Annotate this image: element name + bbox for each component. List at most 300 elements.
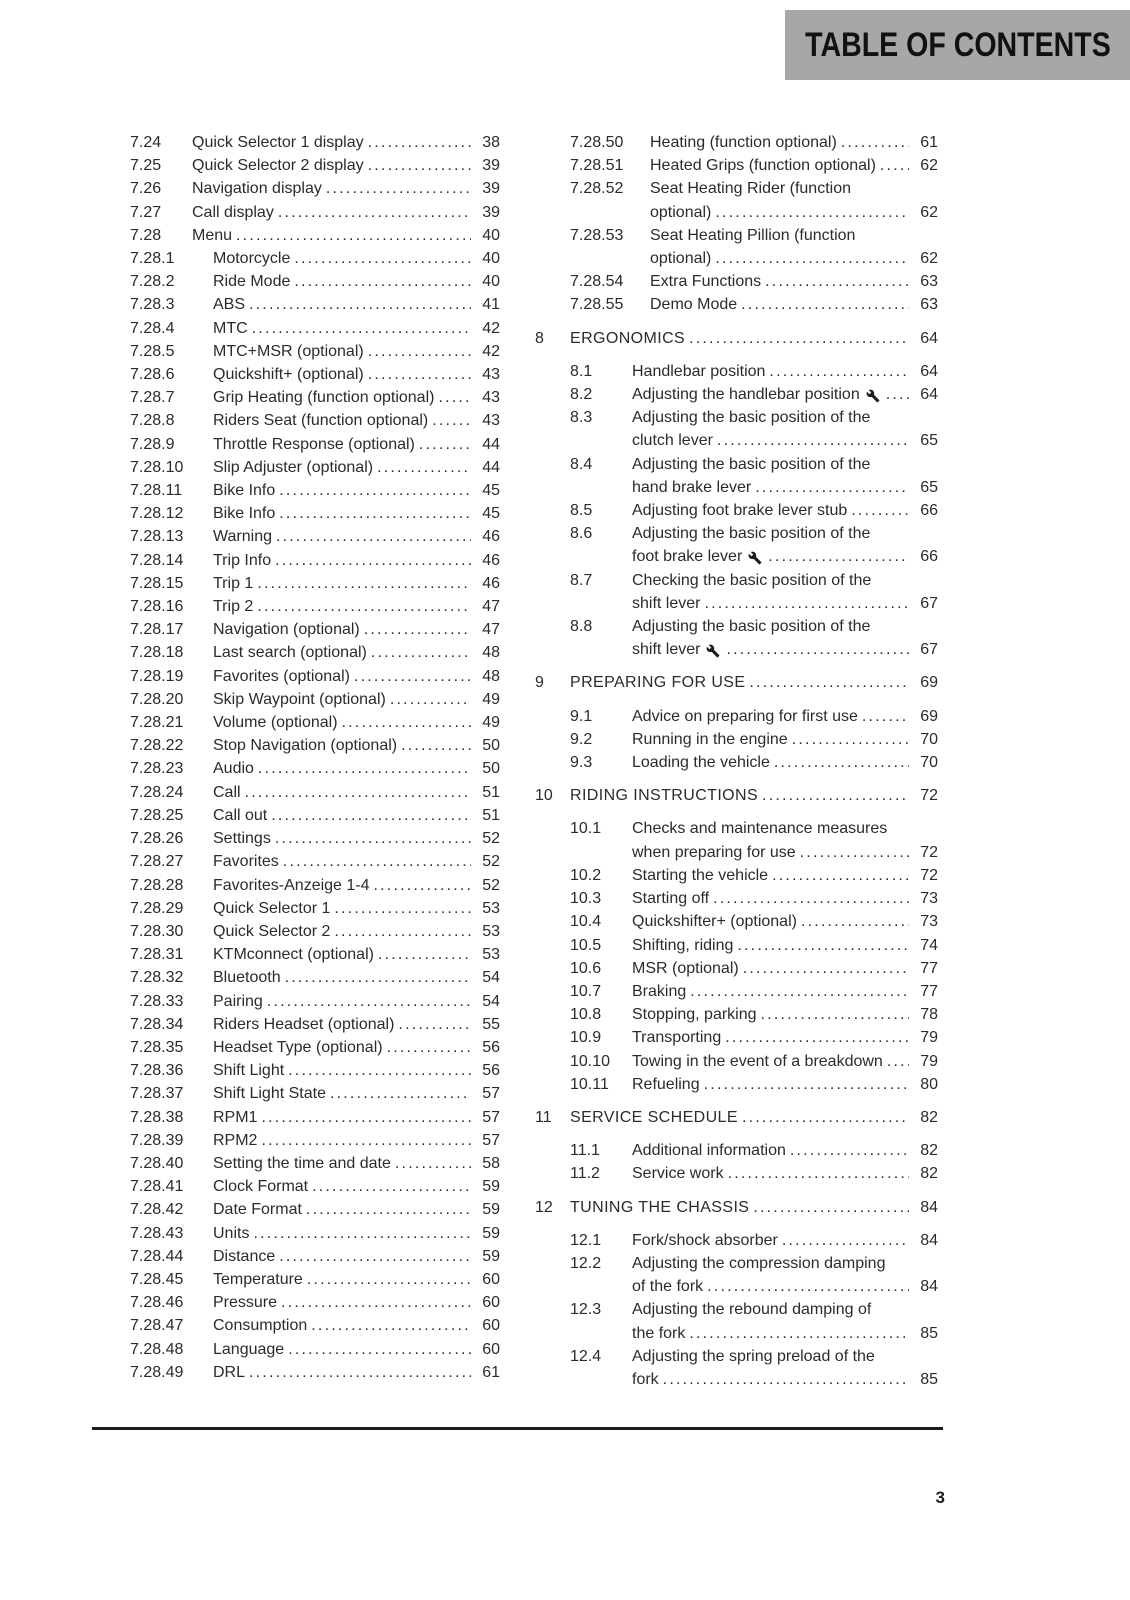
toc-entry-page: 73 xyxy=(920,890,938,908)
toc-entry-body xyxy=(632,383,938,406)
toc-entry-7.28.30 xyxy=(130,920,500,943)
toc-entry-number: 10 xyxy=(535,787,553,805)
toc-entry-number: 7.28.48 xyxy=(130,1340,184,1358)
toc-entry-number: 7.28.6 xyxy=(130,366,175,384)
toc-entry-title: Additional information xyxy=(632,1142,786,1160)
toc-entry-last-line xyxy=(650,293,938,316)
toc-entry-number: 7.28.1 xyxy=(130,250,175,268)
toc-entry-11.1 xyxy=(570,1139,938,1162)
toc-entry-title: Pairing xyxy=(213,992,263,1010)
toc-entry-title: Advice on preparing for first use xyxy=(632,707,858,725)
toc-entry-number: 7.28.39 xyxy=(130,1131,184,1149)
toc-entry-last-line xyxy=(632,638,938,661)
toc-entry-last-line xyxy=(632,1073,938,1096)
dot-leader xyxy=(261,1129,471,1152)
toc-entry-number: 7.28.34 xyxy=(130,1015,184,1033)
toc-entry-title: Shifting, riding xyxy=(632,936,734,954)
toc-entry-7.28.19 xyxy=(130,665,500,688)
toc-entry-number: 12 xyxy=(535,1198,553,1216)
toc-entry-title: Trip 1 xyxy=(213,574,254,592)
toc-entry-body xyxy=(213,293,500,316)
toc-entry-page: 43 xyxy=(482,389,500,407)
toc-entry-7.28.33 xyxy=(130,990,500,1013)
toc-entry-title: Transporting xyxy=(632,1029,722,1047)
toc-entry-10.4 xyxy=(570,910,938,933)
toc-entry-title: Quick Selector 1 xyxy=(213,899,331,917)
toc-entry-number: 8 xyxy=(535,329,544,347)
toc-entry-body xyxy=(213,943,500,966)
toc-entry-number: 10.10 xyxy=(570,1052,611,1070)
toc-entry-page: 82 xyxy=(920,1108,938,1126)
toc-entry-body xyxy=(632,728,938,751)
toc-entry-last-line xyxy=(213,479,500,502)
toc-entry-number: 7.28.13 xyxy=(130,528,184,546)
toc-entry-last-line xyxy=(213,549,500,572)
toc-entry-last-line xyxy=(213,827,500,850)
toc-entry-body xyxy=(570,1196,938,1219)
dot-leader xyxy=(762,784,909,807)
toc-entry-7.28.45 xyxy=(130,1268,500,1291)
toc-entry-7.28.37 xyxy=(130,1082,500,1105)
toc-entry-body xyxy=(213,1106,500,1129)
toc-entry-page: 55 xyxy=(482,1015,500,1033)
toc-entry-12.2 xyxy=(570,1252,938,1298)
dot-leader xyxy=(886,383,909,406)
toc-entry-10.9 xyxy=(570,1026,938,1049)
toc-entry-page: 52 xyxy=(482,876,500,894)
toc-entry-title-line: Adjusting the basic position of the xyxy=(632,618,871,636)
dot-leader xyxy=(307,1268,471,1291)
toc-entry-body xyxy=(213,1314,500,1337)
toc-entry-body xyxy=(213,595,500,618)
dot-leader xyxy=(278,201,471,224)
toc-entry-last-line xyxy=(213,409,500,432)
toc-entry-7.28.46 xyxy=(130,1291,500,1314)
toc-entry-7.28.29 xyxy=(130,897,500,920)
toc-entry-page: 42 xyxy=(482,319,500,337)
toc-entry-last-line xyxy=(632,499,938,522)
toc-entry-page: 53 xyxy=(482,922,500,940)
toc-entry-title: Starting the vehicle xyxy=(632,866,769,884)
toc-entry-last-line xyxy=(570,1106,938,1129)
toc-entry-number: 8.1 xyxy=(570,362,593,380)
toc-entry-last-line xyxy=(192,131,500,154)
toc-entry-last-line xyxy=(632,1368,938,1391)
dot-leader xyxy=(887,1050,909,1073)
toc-entry-7.28.17 xyxy=(130,618,500,641)
toc-entry-number: 7.28.27 xyxy=(130,853,184,871)
toc-entry-page: 39 xyxy=(482,203,500,221)
toc-entry-title-line: Adjusting the compression damping xyxy=(632,1254,886,1272)
toc-entry-10.3 xyxy=(570,887,938,910)
toc-entry-body xyxy=(632,1073,938,1096)
dot-leader xyxy=(395,1152,471,1175)
toc-entry-body xyxy=(632,957,938,980)
toc-entry-body xyxy=(213,757,500,780)
dot-leader xyxy=(774,751,909,774)
toc-entry-number: 7.28.16 xyxy=(130,598,184,616)
toc-entry-number: 7.28.37 xyxy=(130,1085,184,1103)
toc-entry-7.28.44 xyxy=(130,1245,500,1268)
toc-entry-last-line xyxy=(213,247,500,270)
toc-entry-body xyxy=(213,1198,500,1221)
toc-entry-page: 44 xyxy=(482,435,500,453)
toc-entry-body xyxy=(632,499,938,522)
toc-entry-7.28.32 xyxy=(130,966,500,989)
toc-entry-title: Stopping, parking xyxy=(632,1006,757,1024)
toc-entry-7.28.8 xyxy=(130,409,500,432)
toc-entry-page: 63 xyxy=(920,273,938,291)
toc-entry-last-line xyxy=(632,360,938,383)
toc-entry-title: Date Format xyxy=(213,1201,302,1219)
toc-entry-page: 42 xyxy=(482,342,500,360)
toc-entry-number: 9.2 xyxy=(570,730,593,748)
toc-entry-page: 85 xyxy=(920,1370,938,1388)
toc-entry-page: 60 xyxy=(482,1294,500,1312)
toc-entry-title: Headset Type (optional) xyxy=(213,1038,383,1056)
toc-entry-page: 38 xyxy=(482,134,500,151)
toc-entry-7.28.52 xyxy=(570,177,938,223)
dot-leader xyxy=(258,757,471,780)
dot-leader xyxy=(438,386,471,409)
toc-entry-10.5 xyxy=(570,934,938,957)
dot-leader xyxy=(387,1036,471,1059)
toc-entry-7.28.54 xyxy=(570,270,938,293)
toc-entry-title: ERGONOMICS xyxy=(570,329,686,347)
toc-entry-number: 7.28.33 xyxy=(130,992,184,1010)
toc-entry-body xyxy=(650,131,938,154)
toc-entry-7.28.3 xyxy=(130,293,500,316)
toc-entry-body xyxy=(570,784,938,807)
toc-entry-body xyxy=(192,201,500,224)
toc-entry-title: Towing in the event of a breakdown xyxy=(632,1052,883,1070)
toc-entry-page: 79 xyxy=(920,1052,938,1070)
toc-entry-page: 56 xyxy=(482,1038,500,1056)
toc-entry-last-line xyxy=(632,887,938,910)
toc-entry-page: 47 xyxy=(482,598,500,616)
toc-entry-body xyxy=(213,850,500,873)
toc-entry-number: 7.28.11 xyxy=(130,482,183,500)
toc-entry-last-line xyxy=(192,154,500,177)
toc-entry-last-line xyxy=(213,1059,500,1082)
toc-entry-page: 47 xyxy=(482,621,500,639)
toc-entry-page: 59 xyxy=(482,1224,500,1242)
toc-entry-last-line xyxy=(632,1275,938,1298)
toc-entry-body xyxy=(213,340,500,363)
toc-entry-page: 65 xyxy=(920,432,938,450)
toc-entry-last-line xyxy=(213,502,500,525)
toc-entry-number: 8.4 xyxy=(570,455,593,473)
toc-entry-title: optional) xyxy=(650,203,712,221)
toc-entry-7.28.39 xyxy=(130,1129,500,1152)
toc-entry-last-line xyxy=(632,910,938,933)
toc-entry-7.26 xyxy=(130,177,500,200)
toc-entry-last-line xyxy=(632,934,938,957)
toc-entry-body xyxy=(213,1245,500,1268)
toc-entry-body xyxy=(213,781,500,804)
toc-entry-last-line xyxy=(570,327,938,350)
dot-leader xyxy=(862,705,909,728)
toc-entry-7.28.40 xyxy=(130,1152,500,1175)
toc-entry-title-line: Seat Heating Pillion (function xyxy=(650,226,856,244)
toc-entry-7.25 xyxy=(130,154,500,177)
toc-entry-8.8 xyxy=(570,615,938,661)
dot-leader xyxy=(790,1139,909,1162)
toc-entry-title: Heating (function optional) xyxy=(650,134,837,151)
dot-leader xyxy=(271,804,471,827)
toc-entry-number: 7.28 xyxy=(130,226,162,244)
toc-entry-page: 48 xyxy=(482,644,500,662)
toc-entry-7.28.18 xyxy=(130,641,500,664)
toc-entry-number: 10.7 xyxy=(570,982,602,1000)
toc-entry-7.28.50 xyxy=(570,131,938,154)
toc-entry-page: 82 xyxy=(920,1142,938,1160)
toc-entry-10.8 xyxy=(570,1003,938,1026)
dot-leader xyxy=(334,897,471,920)
toc-entry-number: 10.3 xyxy=(570,890,602,908)
dot-leader xyxy=(841,131,909,154)
dot-leader xyxy=(275,549,471,572)
toc-entry-page: 59 xyxy=(482,1201,500,1219)
toc-entry-title: MSR (optional) xyxy=(632,959,739,977)
toc-entry-page: 67 xyxy=(920,594,938,612)
toc-entry-page: 46 xyxy=(482,528,500,546)
toc-entry-number: 7.28.14 xyxy=(130,551,184,569)
toc-entry-page: 60 xyxy=(482,1340,500,1358)
toc-entry-page: 39 xyxy=(482,157,500,175)
toc-entry-title-line: Adjusting the spring preload of the xyxy=(632,1347,875,1365)
dot-leader xyxy=(726,638,909,661)
toc-entry-title: Pressure xyxy=(213,1294,278,1312)
dot-leader xyxy=(368,340,471,363)
toc-entry-last-line xyxy=(632,728,938,751)
toc-entry-title: optional) xyxy=(650,250,712,268)
toc-entry-title-line: Adjusting the basic position of the xyxy=(632,455,871,473)
toc-entry-body xyxy=(213,1338,500,1361)
dot-leader xyxy=(765,270,909,293)
toc-entry-title: Temperature xyxy=(213,1270,303,1288)
toc-entry-title: Braking xyxy=(632,982,687,1000)
dot-leader xyxy=(801,910,909,933)
toc-entry-page: 50 xyxy=(482,737,500,755)
toc-entry-last-line xyxy=(213,1129,500,1152)
toc-entry-7.28.49 xyxy=(130,1361,500,1384)
toc-entry-10.11 xyxy=(570,1073,938,1096)
toc-entry-last-line xyxy=(632,1139,938,1162)
toc-entry-number: 9.3 xyxy=(570,754,593,772)
toc-entry-body xyxy=(213,1268,500,1291)
toc-entry-page: 66 xyxy=(920,548,938,566)
toc-entry-number: 9.1 xyxy=(570,707,593,725)
toc-entry-8.7 xyxy=(570,569,938,615)
toc-column-right xyxy=(535,131,938,1391)
dot-leader xyxy=(281,1291,471,1314)
toc-entry-last-line xyxy=(650,154,938,177)
wrench-icon xyxy=(748,551,762,565)
toc-entry-7.28.23 xyxy=(130,757,500,780)
toc-entry-7.28 xyxy=(130,224,500,247)
toc-entry-last-line xyxy=(650,270,938,293)
toc-entry-number: 7.28.45 xyxy=(130,1270,184,1288)
dot-leader xyxy=(253,1222,471,1245)
toc-entry-8.5 xyxy=(570,499,938,522)
toc-entry-page: 66 xyxy=(920,502,938,520)
toc-entry-title: Navigation (optional) xyxy=(213,621,360,639)
dot-leader xyxy=(761,1003,909,1026)
dot-leader xyxy=(704,1073,909,1096)
toc-entry-number: 8.6 xyxy=(570,525,593,543)
toc-entry-title: Adjusting foot brake lever stub xyxy=(632,502,848,520)
toc-entry-title: shift lever xyxy=(632,641,701,659)
toc-entry-7.28.38 xyxy=(130,1106,500,1129)
toc-entry-body xyxy=(632,934,938,957)
toc-entry-page: 61 xyxy=(920,134,938,151)
dot-leader xyxy=(689,1322,909,1345)
dot-leader xyxy=(743,957,909,980)
toc-entry-title: KTMconnect (optional) xyxy=(213,946,374,964)
toc-entry-body xyxy=(632,522,938,568)
toc-entry-10.1 xyxy=(570,817,938,863)
toc-entry-title: Units xyxy=(213,1224,250,1242)
toc-entry-last-line xyxy=(213,641,500,664)
toc-entry-last-line xyxy=(213,270,500,293)
toc-entry-body xyxy=(213,804,500,827)
dot-leader xyxy=(294,270,471,293)
toc-entry-last-line xyxy=(213,1082,500,1105)
toc-entry-7.28.48 xyxy=(130,1338,500,1361)
dot-leader xyxy=(368,363,471,386)
dot-leader xyxy=(374,874,471,897)
toc-entry-7.28.5 xyxy=(130,340,500,363)
toc-entry-last-line xyxy=(632,1229,938,1252)
dot-leader xyxy=(279,479,471,502)
toc-entry-10.10 xyxy=(570,1050,938,1073)
toc-entry-page: 78 xyxy=(920,1006,938,1024)
toc-entry-body xyxy=(213,317,500,340)
toc-entry-title: Clock Format xyxy=(213,1178,309,1196)
toc-entry-last-line xyxy=(650,247,938,270)
toc-entry-number: 7.28.12 xyxy=(130,505,184,523)
toc-entry-10.6 xyxy=(570,957,938,980)
toc-entry-body xyxy=(192,131,500,154)
dot-leader xyxy=(377,456,471,479)
toc-entry-last-line xyxy=(570,671,938,694)
dot-leader xyxy=(398,1013,471,1036)
toc-entry-title: Setting the time and date xyxy=(213,1154,391,1172)
toc-entry-title-line: Adjusting the rebound damping of xyxy=(632,1301,872,1319)
toc-entry-number: 7.28.55 xyxy=(570,296,624,314)
toc-entry-page: 65 xyxy=(920,478,938,496)
toc-entry-7.28.43 xyxy=(130,1222,500,1245)
toc-entry-number: 10.11 xyxy=(570,1075,609,1093)
toc-entry-title: Stop Navigation (optional) xyxy=(213,737,398,755)
toc-entry-page: 77 xyxy=(920,959,938,977)
toc-entry-title: Call xyxy=(213,783,241,801)
toc-entry-page: 60 xyxy=(482,1270,500,1288)
toc-entry-title: Running in the engine xyxy=(632,730,788,748)
toc-entry-page: 48 xyxy=(482,667,500,685)
toc-entry-body xyxy=(213,1082,500,1105)
toc-entry-title: Service work xyxy=(632,1165,724,1183)
toc-entry-page: 80 xyxy=(920,1075,938,1093)
toc-entry-7.28.42 xyxy=(130,1198,500,1221)
dot-leader xyxy=(782,1229,909,1252)
toc-entry-title: hand brake lever xyxy=(632,478,752,496)
toc-entry-body xyxy=(632,864,938,887)
toc-entry-body xyxy=(632,1162,938,1185)
page-title: TABLE OF CONTENTS xyxy=(804,25,1111,64)
toc-entry-page: 62 xyxy=(920,157,938,175)
toc-entry-7.28.22 xyxy=(130,734,500,757)
toc-entry-page: 50 xyxy=(482,760,500,778)
toc-entry-title: the fork xyxy=(632,1324,686,1342)
toc-entry-number: 7.28.51 xyxy=(570,157,624,175)
toc-entry-title: Quickshift+ (optional) xyxy=(213,366,364,384)
toc-entry-12 xyxy=(535,1196,938,1219)
toc-entry-last-line xyxy=(213,920,500,943)
toc-entry-page: 54 xyxy=(482,969,500,987)
toc-entry-number: 10.2 xyxy=(570,866,602,884)
dot-leader xyxy=(279,1245,471,1268)
toc-entry-title: Call out xyxy=(213,806,268,824)
dot-leader xyxy=(288,1059,471,1082)
toc-entry-last-line xyxy=(632,957,938,980)
toc-entry-number: 7.28.23 xyxy=(130,760,184,778)
toc-entry-number: 7.28.25 xyxy=(130,806,184,824)
toc-entry-body xyxy=(570,1106,938,1129)
toc-entry-page: 70 xyxy=(920,754,938,772)
dot-leader xyxy=(249,1361,471,1384)
toc-entry-title: foot brake lever xyxy=(632,548,743,566)
dot-leader xyxy=(769,360,909,383)
toc-entry-page: 64 xyxy=(920,362,938,380)
toc-entry-number: 7.28.29 xyxy=(130,899,184,917)
toc-entry-10 xyxy=(535,784,938,807)
toc-entry-last-line xyxy=(632,592,938,615)
toc-entry-body xyxy=(632,1003,938,1026)
toc-entry-last-line xyxy=(213,386,500,409)
toc-entry-title: Handlebar position xyxy=(632,362,766,380)
toc-entry-title: Extra Functions xyxy=(650,273,762,291)
toc-entry-title: Consumption xyxy=(213,1317,308,1335)
toc-entry-body xyxy=(213,827,500,850)
toc-entry-body xyxy=(213,409,500,432)
toc-entry-number: 10.1 xyxy=(570,820,602,838)
toc-entry-number: 7.28.53 xyxy=(570,226,624,244)
dot-leader xyxy=(704,592,909,615)
toc-entry-last-line xyxy=(213,1338,500,1361)
dot-leader xyxy=(252,317,471,340)
toc-entry-body xyxy=(213,1291,500,1314)
dot-leader xyxy=(257,572,471,595)
toc-entry-page: 59 xyxy=(482,1247,500,1265)
toc-entry-title: RPM2 xyxy=(213,1131,258,1149)
toc-entry-last-line xyxy=(192,177,500,200)
toc-entry-page: 84 xyxy=(920,1231,938,1249)
dot-leader xyxy=(707,1275,909,1298)
toc-entry-8.4 xyxy=(570,453,938,499)
toc-entry-title: Settings xyxy=(213,830,271,848)
toc-entry-last-line xyxy=(192,201,500,224)
toc-entry-body xyxy=(632,406,938,452)
toc-entry-7.28.14 xyxy=(130,549,500,572)
dot-leader xyxy=(294,247,471,270)
toc-entry-number: 7.28.32 xyxy=(130,969,184,987)
dot-leader xyxy=(432,409,471,432)
toc-entry-number: 8.2 xyxy=(570,386,593,404)
toc-entry-9 xyxy=(535,671,938,694)
toc-entry-body xyxy=(213,433,500,456)
